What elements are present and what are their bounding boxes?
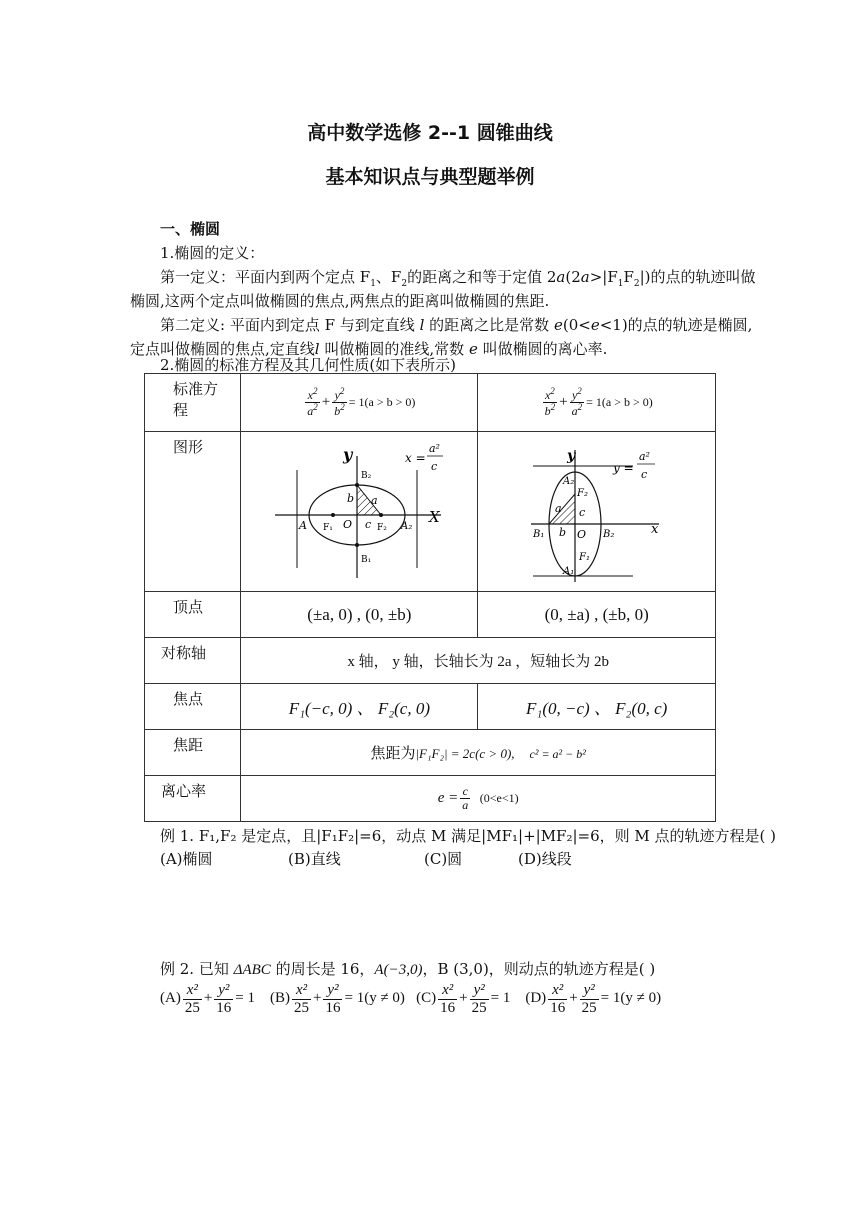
label-figure: 图形 (145, 432, 241, 592)
label-focal-distance: 焦距 (145, 730, 241, 776)
fig-right-B1: B₁ (532, 528, 545, 540)
fig-right-A1: A₁ (562, 565, 574, 577)
fig-right-b: b (558, 525, 566, 539)
fig-left-directrix-label: x = (405, 450, 426, 465)
row-focal-distance (145, 730, 716, 776)
vertical-ellipse-diagram (527, 436, 667, 584)
fig-left-a2: a² (429, 441, 441, 455)
equation-vertical: $\frac{x^2}{b^2}$ + $\frac{y^2}{a^2}$ = 1(a > b > 0) (478, 374, 716, 432)
fig-left-c: c (431, 459, 438, 473)
fig-right-directrix-label: y = (612, 460, 634, 475)
page-subtitle: 基本知识点与典型题举例 (325, 166, 535, 188)
fig-right-A2: A₂ (562, 475, 574, 487)
label-eccentricity: 离心率 (145, 776, 241, 822)
row-vertices (145, 592, 716, 638)
label-foci: 焦点 (145, 684, 241, 730)
foci-vertical: F₁(0, −c) 、 F₂(0, c) (478, 684, 716, 730)
definition-title: 1.椭圆的定义： (160, 244, 265, 262)
fig-left-b: b (347, 491, 355, 505)
figure-vertical-ellipse (478, 432, 716, 592)
example2-question: 例 2. 已知 ΔABC 的周长是 16，A(−3,0)，B (3,0)，则动点的轨迹方程是( ) (160, 960, 656, 978)
vertices-vertical: (0, ±a) , (±b, 0) (478, 592, 716, 638)
fig-left-F1: F₁ (323, 522, 334, 533)
row-equation (145, 374, 716, 432)
label-equation: 标准方 程 (145, 374, 241, 432)
definition-second: 第二定义: 平面内到定点 F 与到定直线 l 的距离之比是常数 e(0<e<1)的点的轨迹是椭圆, (160, 316, 753, 334)
fig-left-cc: c (365, 517, 372, 531)
section-heading: 一、椭圆 (160, 220, 221, 238)
row-figure (145, 432, 716, 592)
fig-right-a2: a² (638, 449, 650, 463)
example2-option-d: (D) $\frac{\text{x²}}{16}$ + $\frac{\text{y²}}{25}$ = 1(y ≠ 0) (525, 982, 662, 1016)
fig-left-y-label: y (343, 444, 353, 464)
vertices-horizontal: (±a, 0) , (0, ±b) (241, 592, 478, 638)
example2-options (160, 982, 661, 1016)
fig-left-B1: B₁ (361, 554, 372, 565)
fig-right-cc: c (578, 505, 585, 519)
fig-right-B2: B₂ (602, 528, 615, 540)
eccentricity-formula: e = $\frac{c}{a}$ (0<e<1) (241, 776, 716, 822)
row-eccentricity (145, 776, 716, 822)
label-vertices: 顶点 (145, 592, 241, 638)
fig-left-F2: F₂ (377, 522, 388, 533)
figure-horizontal-ellipse (241, 432, 478, 592)
fig-right-O: O (576, 527, 586, 541)
page-title: 高中数学选修 2--1 圆锥曲线 (307, 122, 553, 144)
fig-left-A: A (299, 518, 308, 532)
fig-left-A2: A₂ (401, 520, 413, 532)
axis-description: x 轴， y 轴，长轴长为 2a ，短轴长为 2b (241, 638, 716, 684)
foci-horizontal: F₁(−c, 0) 、 F₂(c, 0) (241, 684, 478, 730)
example1-option-c: (C)圆 (424, 850, 463, 868)
definition-second-line2: 定点叫做椭圆的焦点,定直线l 叫做椭圆的准线,常数 e 叫做椭圆的离心率. (130, 340, 608, 358)
fig-left-x-label: X (429, 507, 441, 526)
example2-option-c: (C) $\frac{\text{x²}}{16}$ + $\frac{\text{y²}}{25}$ = 1 (416, 982, 511, 1016)
fig-right-F1: F₁ (578, 551, 590, 563)
definition-first: 第一定义：平面内到两个定点 $F_1$、$F_2$的距离之和等于定值 $2a(2a>|F_1F_2|)$的点的轨迹叫做 (160, 268, 756, 289)
example1-option-a: (A)椭圆 (160, 850, 213, 868)
row-axis (145, 638, 716, 684)
fig-left-a: a (371, 493, 378, 507)
fig-right-c: c (640, 467, 647, 481)
fig-left-B2: B₂ (361, 470, 372, 481)
focal-distance-formula: 焦距为|F₁F₂| = 2c(c > 0), c² = a² − b² (241, 730, 716, 776)
example1-option-b: (B)直线 (288, 850, 341, 868)
fig-right-x-label: x (650, 521, 659, 537)
fig-right-y-label: y (566, 447, 575, 464)
example1-question: 例 1. F₁,F₂ 是定点，且|F₁F₂|=6，动点 M 满足|MF₁|+|MF₂|=6，则 M 点的轨迹方程是( ) (160, 827, 777, 845)
example2-option-b: (B) $\frac{\text{x²}}{25}$ + $\frac{\text{y²}}{16}$ = 1(y ≠ 0) (270, 982, 405, 1016)
equation-horizontal: $\frac{x^2}{a^2}$ + $\frac{y^2}{b^2}$ = 1(a > b > 0) (241, 374, 478, 432)
fig-left-O: O (343, 517, 353, 531)
row-foci (145, 684, 716, 730)
fig-right-F2: F₂ (576, 487, 588, 499)
example1-option-d: (D)线段 (518, 850, 572, 868)
horizontal-ellipse-diagram (269, 440, 449, 580)
ellipse-properties-table (144, 373, 716, 822)
example2-option-a: (A) $\frac{\text{x²}}{25}$ + $\frac{\text{y²}}{16}$ = 1 (160, 982, 256, 1016)
fig-right-a: a (554, 501, 562, 515)
hatched-triangle (549, 494, 575, 524)
table-title: 2.椭圆的标准方程及其几何性质(如下表所示) (160, 356, 457, 374)
definition-first-line2: 椭圆,这两个定点叫做椭圆的焦点,两焦点的距离叫做椭圆的焦距. (130, 292, 550, 310)
label-axis: 对称轴 (145, 638, 241, 684)
